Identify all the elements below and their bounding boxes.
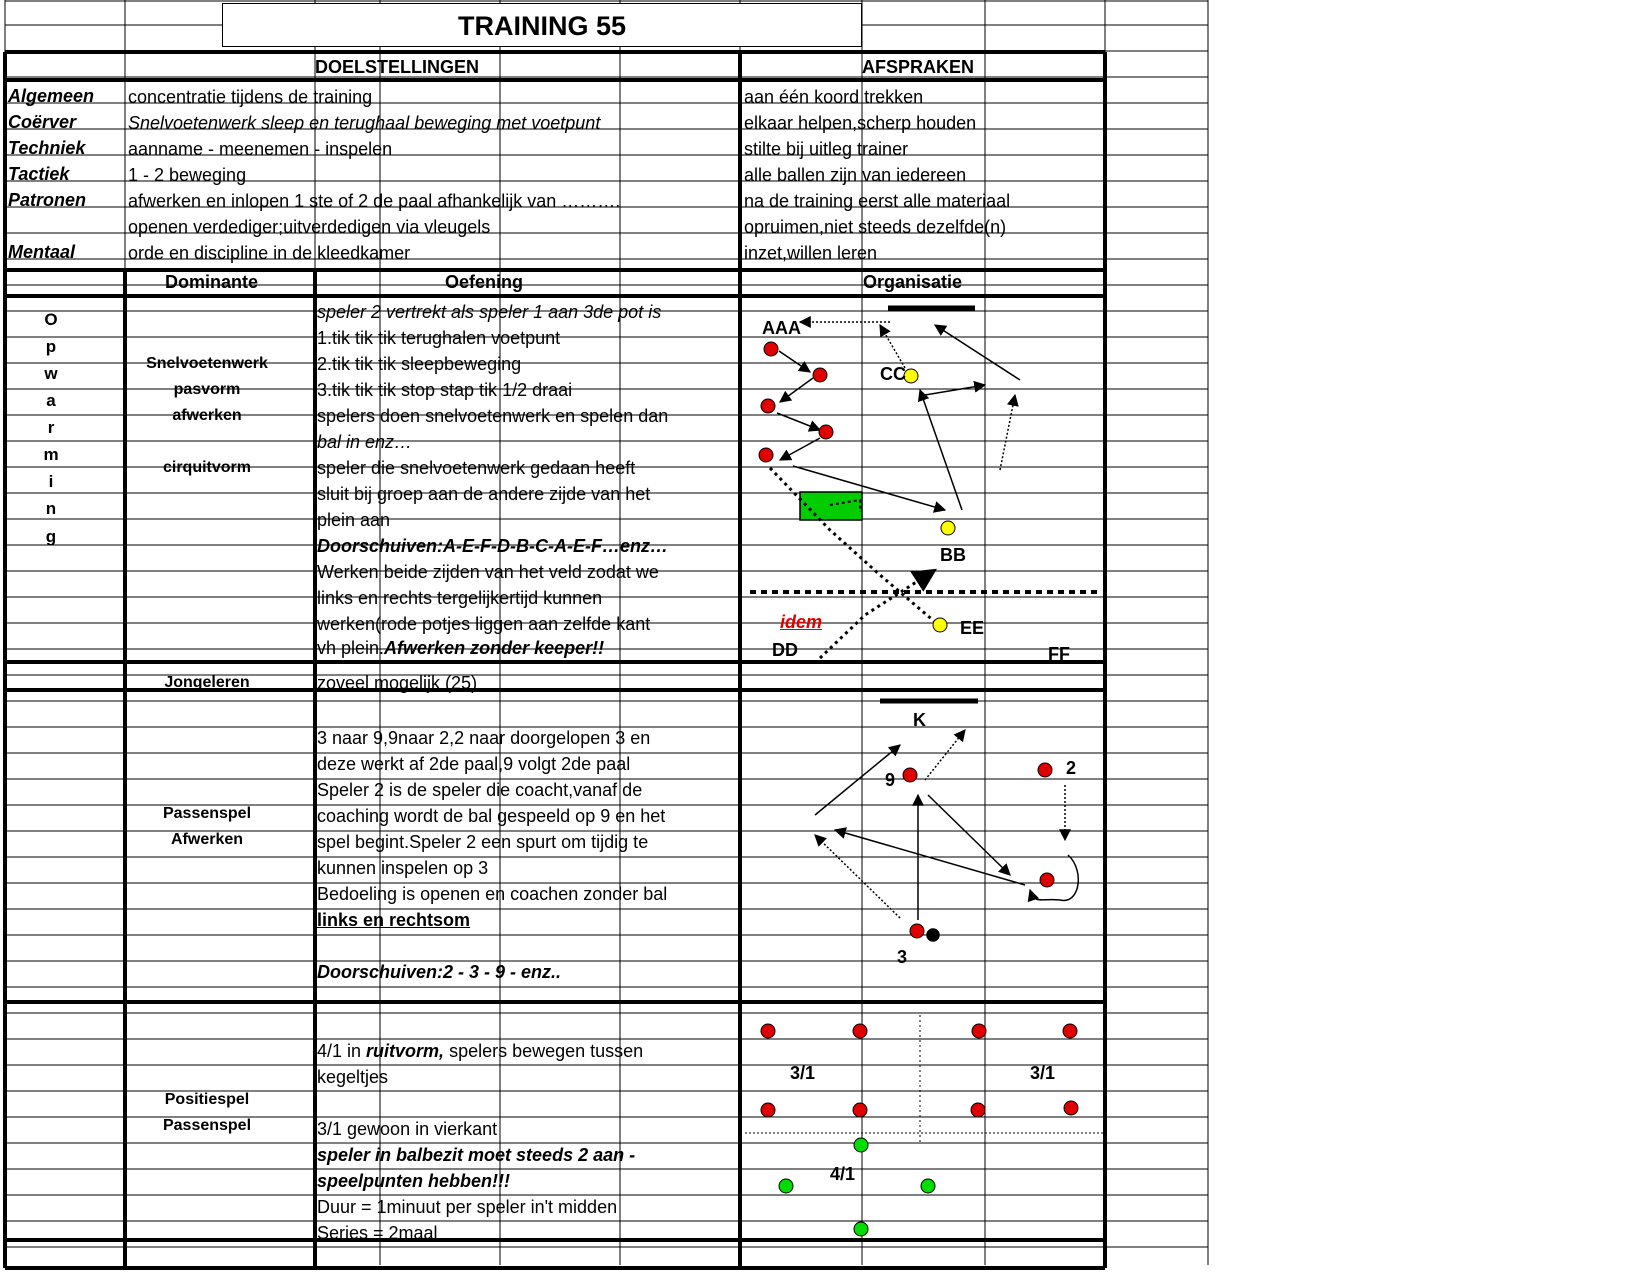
warmup-line-14: vh plein.Afwerken zonder keeper!!	[317, 638, 605, 658]
player-dot	[813, 368, 827, 382]
agreement-7: inzet,willen leren	[744, 243, 878, 263]
warmup-letter-9: g	[45, 527, 57, 546]
dominante-positiespel: Positiespel	[164, 1091, 250, 1108]
diagram-label-dd: DD	[772, 640, 798, 660]
warmup-line-11: Werken beide zijden van het veld zodat we	[317, 562, 659, 582]
player-dot	[1040, 873, 1054, 887]
player-2-dot	[1038, 763, 1052, 777]
player-dot	[971, 1103, 985, 1117]
player-dot	[933, 618, 947, 632]
label-tactiek: Tactiek	[8, 164, 70, 184]
player-dot	[941, 521, 955, 535]
player-dot	[904, 369, 918, 383]
warmup-letter-3: w	[44, 364, 58, 383]
dominante-jongleren: Jongeleren	[164, 674, 250, 691]
player-dot	[854, 1222, 868, 1236]
run-arrow	[935, 325, 1020, 380]
pass-arrow	[1000, 395, 1015, 470]
agreement-5: na de training eerst alle materiaal	[744, 191, 1011, 211]
player-dot	[853, 1024, 867, 1038]
diagram-label-3-1-right: 3/1	[1030, 1063, 1056, 1083]
passing-line-1: 3 naar 9,9naar 2,2 naar doorgelopen 3 en	[317, 728, 651, 748]
warmup-line-12: links en rechts tergelijkertijd kunnen	[317, 588, 603, 608]
agreement-4: alle ballen zijn van iedereen	[744, 165, 967, 185]
player-dot	[779, 1179, 793, 1193]
dominante-snelvoetenwerk: Snelvoetenwerk	[146, 355, 268, 372]
label-techniek: Techniek	[8, 138, 86, 158]
diagram-label-2: 2	[1066, 758, 1077, 778]
diagram-label-idem: idem	[780, 612, 823, 632]
run-arrow	[815, 835, 900, 918]
objective-mentaal: orde en discipline in de kleedkamer	[128, 243, 411, 263]
player-dot	[972, 1024, 986, 1038]
position-line-3: 3/1 gewoon in vierkant	[317, 1119, 498, 1139]
position-line-5: speelpunten hebben!!!	[317, 1171, 510, 1191]
diagram-label-ee: EE	[960, 618, 985, 638]
agreement-3: stilte bij uitleg trainer	[744, 139, 909, 159]
warmup-line-7: speler die snelvoetenwerk gedaan heeft	[317, 458, 636, 478]
player-9-dot	[903, 768, 917, 782]
objective-patronen-2: openen verdediger;uitverdedigen via vleugels	[128, 217, 491, 237]
dominante-afwerken: afwerken	[172, 407, 242, 424]
warmup-letter-2: p	[45, 337, 57, 356]
objective-tactiek: 1 - 2 beweging	[128, 165, 247, 185]
player-dot	[853, 1103, 867, 1117]
warmup-line-1: speler 2 vertrekt als speler 1 aan 3de pot is	[317, 302, 662, 322]
diagram-label-aaa: AAA	[762, 318, 801, 338]
warmup-line-4: 3.tik tik tik stop stap tik 1/2 draai	[317, 380, 573, 400]
header-objectives: DOELSTELLINGEN	[315, 57, 480, 77]
player-dot	[759, 448, 773, 462]
passing-line-4: coaching wordt de bal gespeeld op 9 en het	[317, 806, 666, 826]
run-arrow	[779, 351, 810, 372]
position-line-1: 4/1 in ruitvorm, spelers bewegen tussen	[317, 1041, 644, 1061]
diagram-label-ff: FF	[1048, 644, 1070, 664]
warmup-line-5: spelers doen snelvoetenwerk en spelen dan	[317, 406, 669, 426]
player-dot	[1064, 1101, 1078, 1115]
objective-coerver: Snelvoetenwerk sleep en terughaal beweging met voetpunt	[128, 113, 601, 133]
player-dot	[819, 425, 833, 439]
warmup-line-3: 2.tik tik tik sleepbeweging	[317, 354, 522, 374]
objective-patronen: afwerken en inlopen 1 ste of 2 de paal afhankelijk van ……….	[128, 191, 621, 211]
position-line-2: kegeltjes	[317, 1067, 389, 1087]
warmup-line-13: werken(rode potjes liggen aan zelfde kant	[317, 614, 651, 634]
shot-arrow	[920, 390, 962, 510]
player-dot	[854, 1138, 868, 1152]
label-mentaal: Mentaal	[8, 242, 76, 262]
diagram-label-cc: CC	[880, 364, 906, 384]
warmup-letter-7: i	[48, 472, 54, 491]
warmup-line-6: bal in enz…	[317, 432, 413, 452]
position-line-7: Series = 2maal	[317, 1223, 438, 1243]
dominante-passenspel: Passenspel	[162, 805, 252, 822]
column-header-organisatie: Organisatie	[863, 272, 963, 292]
run-arrow	[777, 413, 820, 430]
warmup-line-8: sluit bij groep aan de andere zijde van het	[317, 484, 651, 504]
ball-icon	[927, 929, 939, 941]
passing-line-8: links en rechtsom	[317, 910, 471, 930]
warmup-line-2: 1.tik tik tik terughalen voetpunt	[317, 328, 561, 348]
warmup-letter-1: O	[44, 310, 58, 329]
warmup-line-9: plein aan	[317, 510, 391, 530]
run-arrow	[780, 378, 813, 402]
player-dot	[1063, 1024, 1077, 1038]
header-agreements: AFSPRAKEN	[862, 57, 975, 77]
warmup-line-10: Doorschuiven:A-E-F-D-B-C-A-E-F…enz…	[317, 536, 668, 556]
dominante-passenspel-2: Passenspel	[162, 1117, 252, 1134]
label-patronen: Patronen	[8, 190, 87, 210]
agreement-2: elkaar helpen,scherp houden	[744, 113, 977, 133]
player-dot	[761, 399, 775, 413]
passing-line-9: Doorschuiven:2 - 3 - 9 - enz..	[317, 962, 562, 982]
player-3-dot	[910, 924, 924, 938]
diagram-warmup	[750, 308, 1100, 658]
dominante-pasvorm: pasvorm	[173, 381, 241, 398]
dribble-path	[820, 570, 935, 658]
passing-line-3: Speler 2 is de speler die coacht,vanaf de	[317, 780, 643, 800]
run-arrow	[925, 730, 965, 780]
label-coerver: Coërver	[8, 112, 77, 132]
diagram-label-bb: BB	[940, 545, 966, 565]
diagram-label-3: 3	[897, 947, 908, 967]
player-dot	[761, 1024, 775, 1038]
diagram-passing	[815, 701, 1078, 941]
passing-line-2: deze werkt af 2de paal,9 volgt 2de paal	[317, 754, 631, 774]
position-line-6: Duur = 1minuut per speler in't midden	[317, 1197, 618, 1217]
diagram-label-3-1-left: 3/1	[790, 1063, 816, 1083]
juggling-text: zoveel mogelijk (25)	[317, 673, 478, 693]
diagram-label-9: 9	[885, 770, 896, 790]
agreement-6: opruimen,niet steeds dezelfde(n)	[744, 217, 1007, 237]
pass-arrow	[880, 325, 905, 368]
player-dot	[764, 342, 778, 356]
passing-line-7: Bedoeling is openen en coachen zonder bal	[317, 884, 668, 904]
agreement-1: aan één koord trekken	[744, 87, 924, 107]
diagram-label-k: K	[913, 710, 926, 730]
warmup-letter-4: a	[46, 391, 56, 410]
page-title: TRAINING 55	[222, 3, 862, 47]
run-arrow	[925, 385, 985, 395]
warmup-letter-5: r	[47, 418, 55, 437]
warmup-letter-6: m	[43, 445, 59, 464]
warmup-letter-8: n	[45, 499, 57, 518]
dominante-afwerken-2: Afwerken	[170, 831, 244, 848]
diagram-label-4-1: 4/1	[830, 1164, 856, 1184]
diagram-position	[745, 1015, 1105, 1236]
column-header-dominante: Dominante	[165, 272, 259, 292]
pass-arrow	[928, 795, 1010, 875]
player-dot	[761, 1103, 775, 1117]
dominante-cirquitvorm: cirquitvorm	[162, 459, 251, 476]
objective-algemeen: concentratie tijdens de training	[128, 87, 373, 107]
passing-line-6: kunnen inspelen op 3	[317, 858, 489, 878]
label-algemeen: Algemeen	[8, 86, 95, 106]
objective-techniek: aanname - meenemen - inspelen	[128, 139, 393, 159]
coerver-zone	[800, 492, 862, 520]
player-dot	[921, 1179, 935, 1193]
passing-line-5: spel begint.Speler 2 een spurt om tijdig te	[317, 832, 649, 852]
column-header-oefening: Oefening	[445, 272, 524, 292]
position-line-4: speler in balbezit moet steeds 2 aan -	[317, 1145, 636, 1165]
